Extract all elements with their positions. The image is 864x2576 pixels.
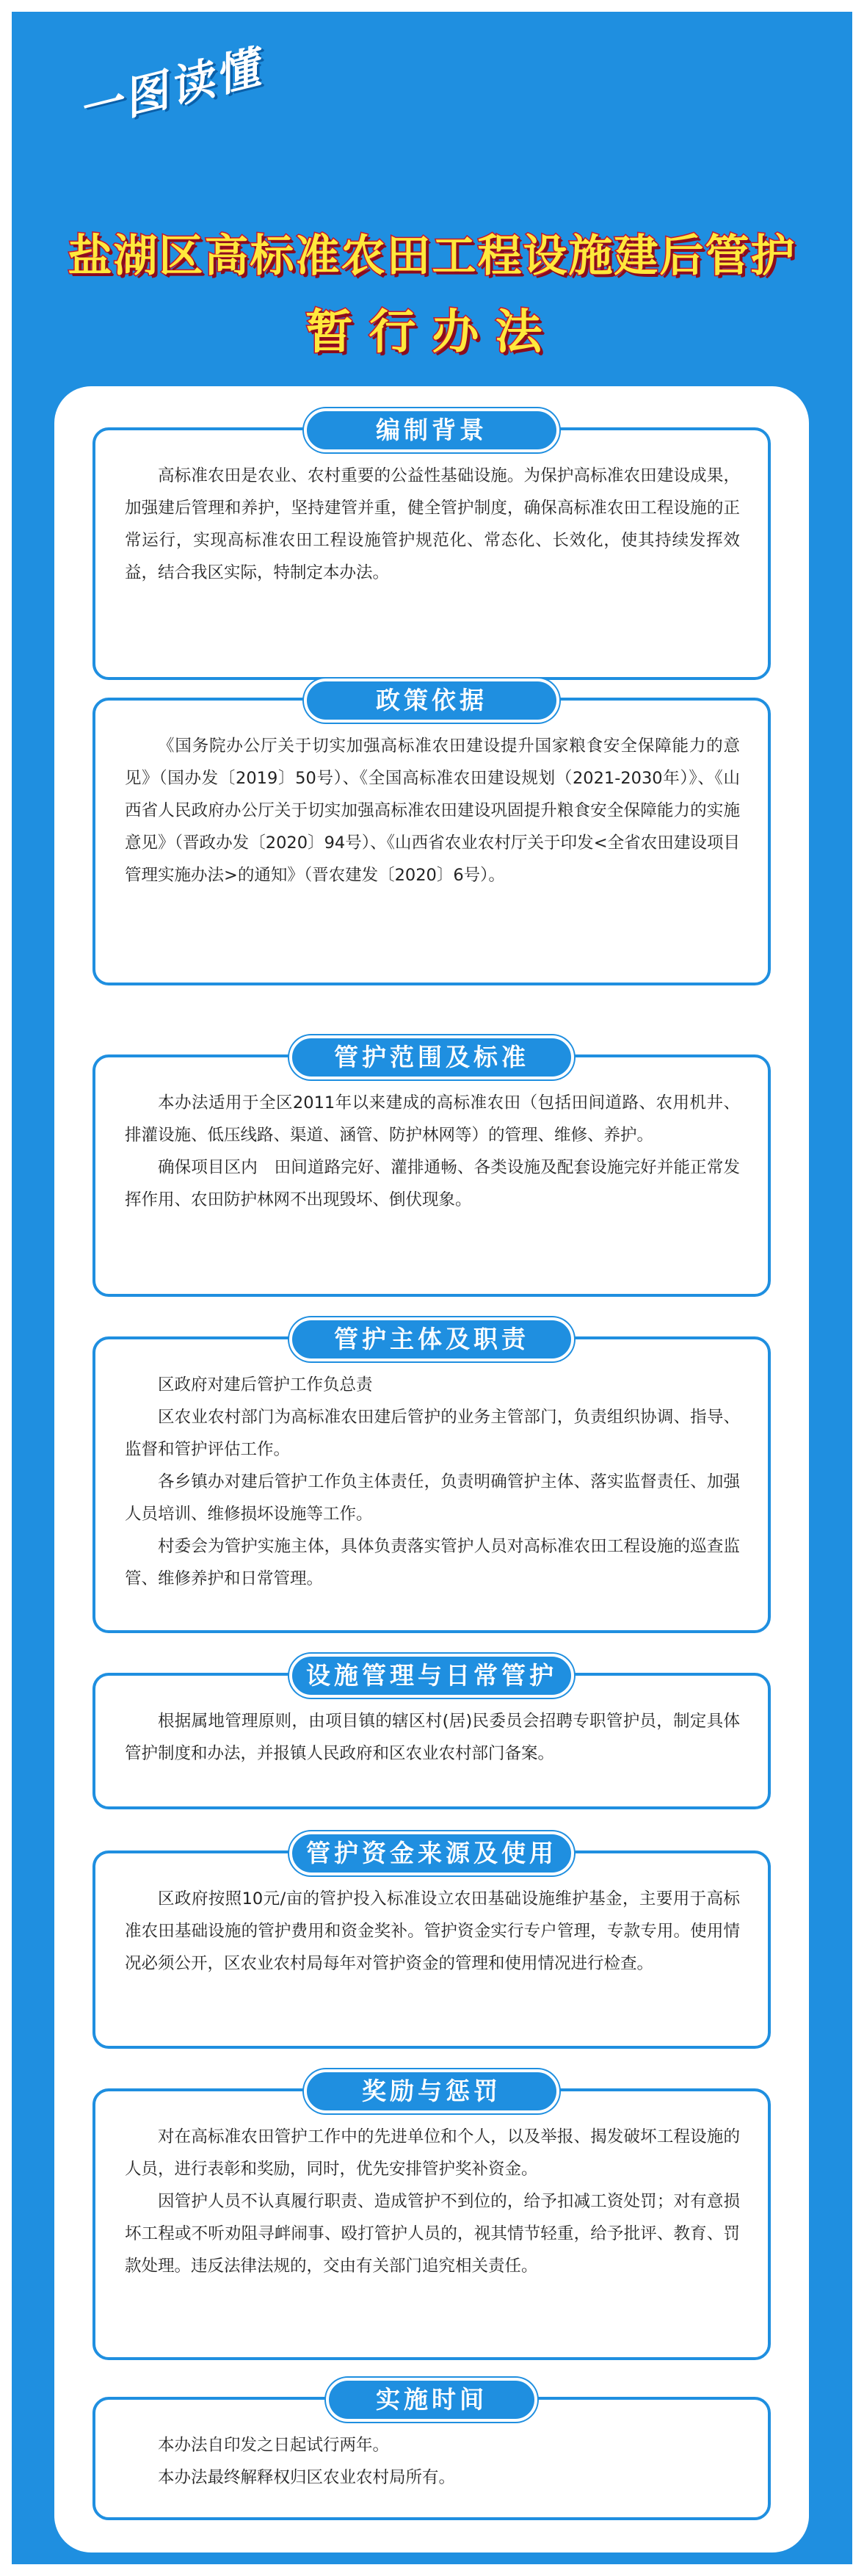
- section-title: 实施时间: [326, 2378, 537, 2422]
- section-box: [92, 1336, 771, 1633]
- title-line-2: 暂行办法: [305, 305, 559, 360]
- section-title: 奖励与惩罚: [304, 2069, 559, 2113]
- header-tag: 一图读懂: [73, 41, 268, 137]
- section-box: [92, 427, 771, 680]
- section-paragraph: 本办法适用于全区2011年以来建成的高标准农田（包括田间道路、农用机井、排灌设施、低压线路、渠道、涵管、防护林网等）的管理、维修、养护。: [125, 1093, 740, 1145]
- section-paragraph: 本办法自印发之日起试行两年。: [158, 2436, 390, 2455]
- section-paragraph: 村委会为管护实施主体，具体负责落实管护人员对高标准农田工程设施的巡查监管、维修养护和日常管理。: [125, 1537, 740, 1588]
- section-paragraph: 区农业农村部门为高标准农田建后管护的业务主管部门，负责组织协调、指导、监督和管护评估工作。: [125, 1408, 740, 1459]
- section-title: 管护资金来源及使用: [289, 1831, 574, 1875]
- title-line-1: 盐湖区高标准农田工程设施建后管护: [68, 231, 796, 282]
- section-box: [92, 2088, 771, 2360]
- section-title: 管护主体及职责: [289, 1317, 574, 1361]
- section-title: 政策依据: [304, 679, 559, 723]
- section-paragraph: 因管护人员不认真履行职责、造成管护不到位的，给予扣减工资处罚；对有意损坏工程或不听劝阻寻衅闹事、殴打管护人员的，视其情节轻重，给予批评、教育、罚款处理。违反法律法规的，交由有关部门追究相关责任。: [125, 2192, 740, 2276]
- section-title: 设施管理与日常管护: [289, 1654, 574, 1698]
- section-paragraph: 本办法最终解释权归区农业农村局所有。: [158, 2468, 456, 2487]
- section-paragraph: 确保项目区内 田间道路完好、灌排通畅、各类设施及配套设施完好并能正常发挥作用、农田防护林网不出现毁坏、倒伏现象。: [125, 1158, 740, 1209]
- section-paragraph: 高标准农田是农业、农村重要的公益性基础设施。为保护高标准农田建设成果，加强建后管理和养护，坚持建管并重，健全管护制度，确保高标准农田工程设施的正常运行，实现高标准农田工程设施管护规范化、常态化、长效化，使其持续发挥效益，结合我区实际，特制定本办法。: [125, 466, 740, 582]
- section-box: [92, 698, 771, 985]
- section-paragraph: 区政府对建后管护工作负总责: [158, 1375, 373, 1394]
- section-paragraph: 区政府按照10元/亩的管护投入标准设立农田基础设施维护基金，主要用于高标准农田基础设施的管护费用和资金奖补。管护资金实行专户管理，专款专用。使用情况必须公开，区农业农村局每年对管护资金的管理和使用情况进行检查。: [125, 1889, 740, 1973]
- content-panel: [54, 386, 809, 2553]
- section-paragraph: 《国务院办公厅关于切实加强高标准农田建设提升国家粮食安全保障能力的意见》（国办发〔2019〕50号）、《全国高标准农田建设规划（2021-2030年）》、《山西省人民政府办公厅关于切实加强高标准农田建设巩固提升粮食安全保障能力的实施意见》（晋政办发〔2020〕94号）、《山西省农业农村厅关于印发<全省农田建设项目管理实施办法>的通知》（晋农建发〔2020〕6号）。: [125, 737, 740, 885]
- section-paragraph: 对在高标准农田管护工作中的先进单位和个人，以及举报、揭发破坏工程设施的人员，进行表彰和奖励，同时，优先安排管护奖补资金。: [125, 2127, 740, 2179]
- section-title: 管护范围及标准: [289, 1035, 574, 1079]
- section-box: [92, 1850, 771, 2049]
- section-paragraph: 根据属地管理原则，由项目镇的辖区村(居)民委员会招聘专职管护员，制定具体管护制度和办法，并报镇人民政府和区农业农村部门备案。: [125, 1712, 740, 1763]
- section-title: 编制背景: [304, 408, 559, 452]
- section-paragraph: 各乡镇办对建后管护工作负主体责任，负责明确管护主体、落实监督责任、加强人员培训、维修损坏设施等工作。: [125, 1472, 740, 1524]
- tag-wrap: [70, 32, 268, 139]
- section-box: [92, 1054, 771, 1297]
